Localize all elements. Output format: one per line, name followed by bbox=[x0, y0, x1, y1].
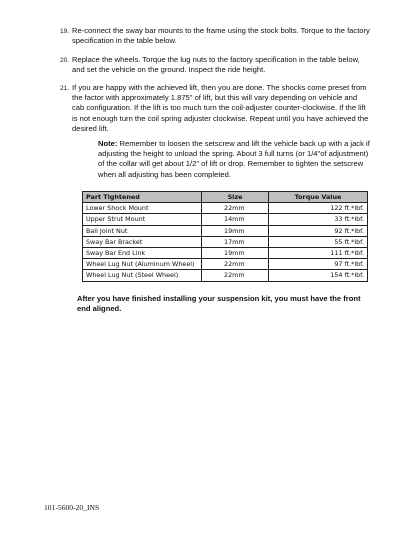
cell-size: 22mm bbox=[202, 203, 269, 214]
table-row bbox=[83, 247, 368, 258]
cell-torque: 55 ft.*lbf. bbox=[269, 236, 368, 247]
cell-size: 22mm bbox=[202, 259, 269, 270]
step-text: If you are happy with the achieved lift, then you are done. The shocks come preset from the factor with approximately 1.875" of lift, but this will vary depending on vehicle and cab configuration. If the lift is too much turn the coil-adjuster counter-clockwise. If the lift is not enough turn the coil spring adjuster clockwise. Repeat until you have achieved the desired lift. bbox=[72, 83, 369, 133]
cell-torque: 122 ft.*lbf. bbox=[269, 203, 368, 214]
cell-part: Lower Shock Mount bbox=[83, 203, 202, 214]
note-text: Remember to loosen the setscrew and lift the vehicle back up with a jack if adjusting the height to unload the spring. About 3 full turns (or 1/4"of adjustment) of the collar will get about 1/2" of lift or drop. Remember to tighten the setscrew when all adjusting has been completed. bbox=[98, 139, 370, 179]
step-19 bbox=[60, 26, 370, 46]
table-row bbox=[83, 270, 368, 281]
header-size: Size bbox=[202, 192, 269, 203]
table-row bbox=[83, 225, 368, 236]
step-text: Replace the wheels. Torque the lug nuts to the factory specification in the table below, and set the vehicle on the ground. Inspect the ride height. bbox=[72, 55, 360, 75]
header-torque: Torque Value bbox=[269, 192, 368, 203]
step-number: 20. bbox=[60, 56, 70, 64]
step-number: 19. bbox=[60, 27, 70, 35]
step-number: 21. bbox=[60, 84, 70, 92]
cell-torque: 154 ft.*lbf. bbox=[269, 270, 368, 281]
note-label: Note: bbox=[98, 139, 118, 148]
cell-part: Wheel Lug Nut (Aluminum Wheel) bbox=[83, 259, 202, 270]
table-row bbox=[83, 236, 368, 247]
table-row bbox=[83, 203, 368, 214]
step-21 bbox=[60, 83, 370, 134]
table-row bbox=[83, 259, 368, 270]
table-row bbox=[83, 214, 368, 225]
note-paragraph bbox=[98, 139, 370, 180]
alignment-notice: After you have finished installing your suspension kit, you must have the front end aligned. bbox=[77, 294, 361, 314]
cell-size: 14mm bbox=[202, 214, 269, 225]
cell-size: 19mm bbox=[202, 247, 269, 258]
cell-torque: 97 ft.*lbf. bbox=[269, 259, 368, 270]
cell-size: 19mm bbox=[202, 225, 269, 236]
cell-part: Ball Joint Nut bbox=[83, 225, 202, 236]
torque-table bbox=[82, 191, 368, 282]
header-part: Part Tightened bbox=[83, 192, 202, 203]
step-20 bbox=[60, 55, 370, 75]
cell-size: 17mm bbox=[202, 236, 269, 247]
cell-torque: 33 ft.*lbf. bbox=[269, 214, 368, 225]
cell-size: 22mm bbox=[202, 270, 269, 281]
cell-torque: 92 ft.*lbf. bbox=[269, 225, 368, 236]
cell-torque: 111 ft.*lbf. bbox=[269, 247, 368, 258]
step-text: Re-connect the sway bar mounts to the frame using the stock bolts. Torque to the factory specification in the table below. bbox=[72, 26, 370, 46]
cell-part: Wheel Lug Nut (Steel Wheel) bbox=[83, 270, 202, 281]
cell-part: Upper Strut Mount bbox=[83, 214, 202, 225]
table-header-row bbox=[83, 192, 368, 203]
document-code: 101-5600-20_INS bbox=[44, 503, 100, 512]
cell-part: Sway Bar End Link bbox=[83, 247, 202, 258]
cell-part: Sway Bar Bracket bbox=[83, 236, 202, 247]
